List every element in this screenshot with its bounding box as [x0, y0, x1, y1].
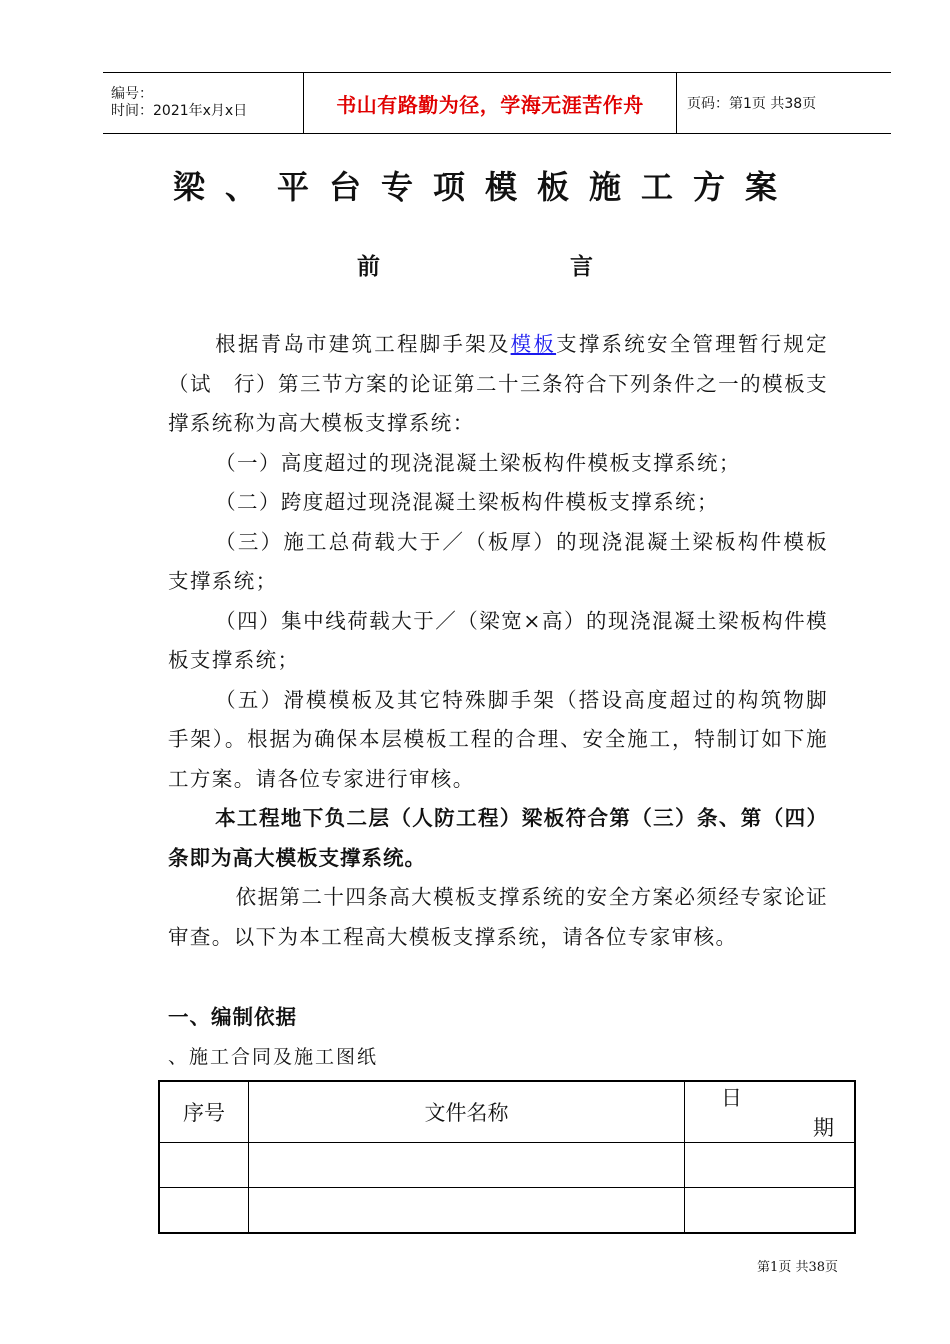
paragraph-last: 依据第二十四条高大模板支撑系统的安全方案必须经专家论证审查。以下为本工程高大模板支撑系统，请各位专家审核。: [168, 885, 828, 949]
body-text: [168, 325, 828, 957]
table-cell: [159, 1143, 249, 1188]
preface-heading: [0, 248, 950, 281]
paragraph-1-part-a: 根据青岛市建筑工程脚手架及: [215, 332, 511, 356]
table-cell: [249, 1143, 685, 1188]
table-cell: [685, 1143, 856, 1188]
header-page-info: 页码：第1页 共38页: [687, 96, 817, 112]
page-header: [103, 72, 891, 134]
list-item-2: （二）跨度超过现浇混凝土梁板构件模板支撑系统；: [215, 490, 719, 514]
table-cell: [685, 1188, 856, 1234]
header-left-cell: [103, 73, 303, 133]
bold-paragraph: 本工程地下负二层（人防工程）梁板符合第（三）条、第（四）条即为高大模板支撑系统。: [168, 806, 828, 870]
table-row: [159, 1143, 855, 1188]
col-header-date-2: 期: [813, 1116, 834, 1140]
subsection-heading: 、施工合同及施工图纸: [168, 1046, 379, 1068]
table-cell: [159, 1188, 249, 1234]
paragraph-1: [168, 325, 828, 444]
document-title: 梁、平台专项模板施工方案: [172, 168, 797, 206]
list-item-4: （四）集中线荷载大于／（梁宽×高）的现浇混凝土梁板构件模板支撑系统；: [168, 608, 828, 672]
table-header-row: [159, 1081, 855, 1143]
time-label: 时间：2021年x月x日: [111, 103, 248, 119]
number-label: 编号：: [111, 86, 153, 102]
section-heading-1: 一、编制依据: [168, 1005, 297, 1029]
table-row: [159, 1188, 855, 1234]
page-footer: 第1页 共38页: [757, 1260, 838, 1275]
preface-char-1: 前: [357, 253, 380, 280]
files-table: [158, 1080, 856, 1234]
preface-char-2: 言: [570, 253, 593, 280]
header-motto: 书山有路勤为径，学海无涯苦作舟: [303, 73, 677, 133]
paragraph-1-part-b: 支撑系统安全管理暂行规定（试 行）第三节方案的论证第二十三条符合下列条件之一的模板支撑系统称为高大模板支撑系统：: [168, 332, 828, 435]
table-cell: [249, 1188, 685, 1234]
list-item-3: （三）施工总荷载大于／（板厚）的现浇混凝土梁板构件模板支撑系统；: [168, 529, 828, 593]
col-header-number: 序号: [159, 1081, 249, 1143]
col-header-filename: 文件名称: [249, 1081, 685, 1143]
col-header-date: [685, 1081, 856, 1143]
col-header-date-1: 日: [721, 1086, 742, 1110]
template-link[interactable]: 模板: [510, 332, 557, 356]
list-item-1: （一）高度超过的现浇混凝土梁板构件模板支撑系统；: [215, 450, 741, 475]
list-item-5: （五）滑模模板及其它特殊脚手架（搭设高度超过的构筑物脚手架）。根据为确保本层模板工程的合理、安全施工，特制订如下施工方案。请各位专家进行审核。: [168, 687, 828, 791]
